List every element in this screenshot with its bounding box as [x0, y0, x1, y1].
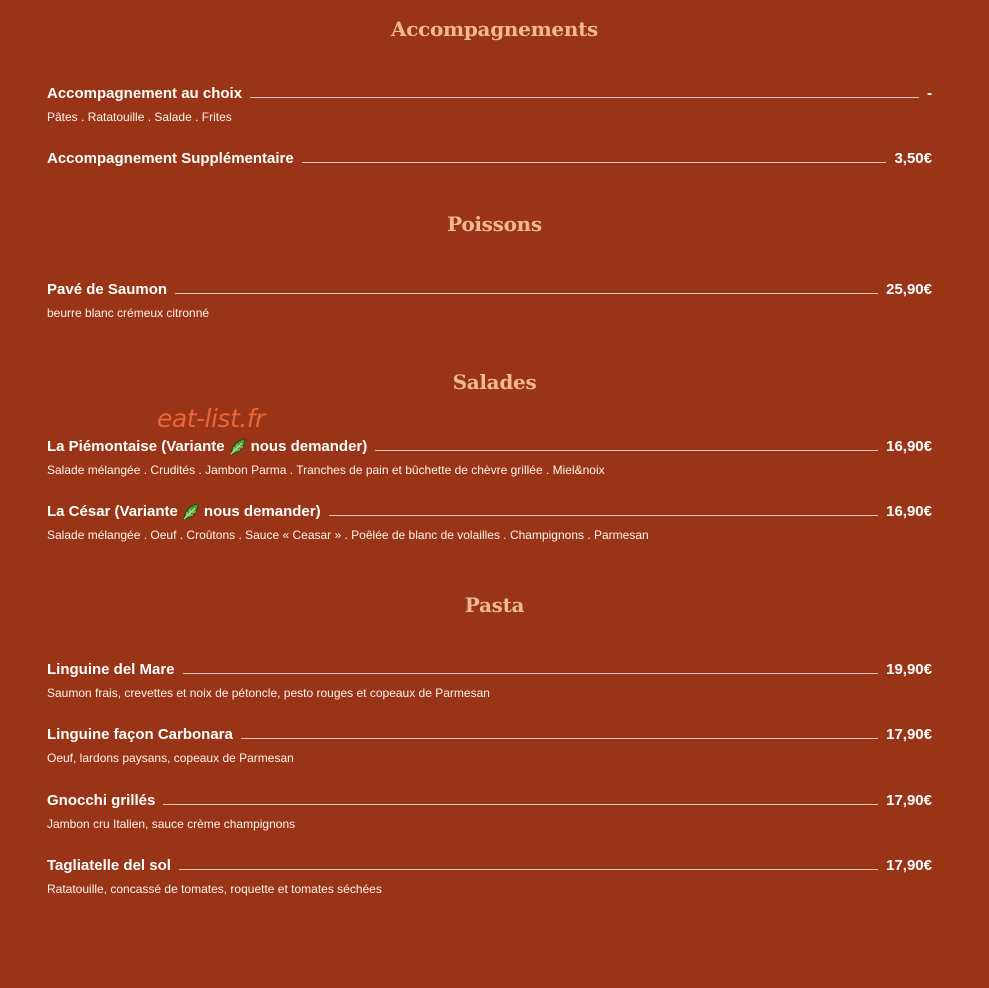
- menu-item: [47, 854, 932, 896]
- leaf-icon: [228, 437, 248, 457]
- item-description: Oeuf, lardons paysans, copeaux de Parmesan: [47, 751, 294, 765]
- item-name: Accompagnement Supplémentaire: [47, 150, 294, 167]
- dotted-leader: [302, 162, 887, 163]
- item-name-part: nous demander): [250, 438, 368, 455]
- section-title-accompagnements: Accompagnements: [391, 17, 598, 41]
- section-title-pasta: Pasta: [464, 593, 525, 617]
- dotted-leader: [250, 97, 919, 98]
- item-name: Linguine façon Carbonara: [47, 726, 233, 743]
- watermark: eat-list.fr: [157, 404, 265, 433]
- dotted-leader: [329, 515, 879, 516]
- menu-item: [47, 500, 932, 542]
- menu-item: [47, 658, 932, 700]
- dotted-leader: [241, 738, 878, 739]
- dotted-leader: [175, 293, 878, 294]
- item-description: Salade mélangée . Oeuf . Croûtons . Sauce « Ceasar » . Poêlée de blanc de volailles . Champignons . Parmesan: [47, 528, 649, 542]
- menu-item: [47, 723, 932, 765]
- item-price: 17,90€: [886, 792, 932, 809]
- item-name: [47, 437, 367, 457]
- item-price: 3,50€: [894, 150, 932, 167]
- section-title-poissons: Poissons: [447, 212, 542, 236]
- item-name: Pavé de Saumon: [47, 281, 168, 298]
- item-description: Salade mélangée . Crudités . Jambon Parma . Tranches de pain et bûchette de chèvre grillée . Miel&noix: [47, 463, 605, 477]
- dotted-leader: [375, 450, 878, 451]
- item-description: Pâtes . Ratatouille . Salade . Frites: [47, 110, 232, 124]
- item-name: Linguine del Mare: [47, 661, 175, 678]
- item-name: [47, 502, 321, 522]
- item-price: 16,90€: [886, 503, 932, 520]
- leaf-icon: [181, 502, 201, 522]
- item-price: -: [927, 85, 932, 102]
- item-name-part: La Piémontaise (Variante: [47, 438, 225, 455]
- item-description: Saumon frais, crevettes et noix de pétoncle, pesto rouges et copeaux de Parmesan: [47, 686, 490, 700]
- item-description: beurre blanc crémeux citronné: [47, 306, 210, 320]
- item-price: 19,90€: [886, 661, 932, 678]
- menu-item: [47, 82, 932, 124]
- item-description: Jambon cru Italien, sauce crème champignons: [47, 817, 296, 831]
- dotted-leader: [163, 804, 878, 805]
- item-name: Gnocchi grillés: [47, 792, 156, 809]
- item-name-part: nous demander): [203, 503, 321, 520]
- item-description: Ratatouille, concassé de tomates, roquette et tomates séchées: [47, 882, 382, 896]
- item-name: Accompagnement au choix: [47, 85, 243, 102]
- item-price: 16,90€: [886, 438, 932, 455]
- menu-item: [47, 147, 932, 169]
- dotted-leader: [183, 673, 879, 674]
- menu-item: [47, 278, 932, 320]
- item-price: 17,90€: [886, 726, 932, 743]
- menu-item: [47, 789, 932, 831]
- item-name: Tagliatelle del sol: [47, 857, 171, 874]
- item-name-part: La César (Variante: [47, 503, 178, 520]
- item-price: 25,90€: [886, 281, 932, 298]
- dotted-leader: [179, 869, 878, 870]
- item-price: 17,90€: [886, 857, 932, 874]
- menu-item: [47, 435, 932, 477]
- section-title-salades: Salades: [452, 370, 537, 394]
